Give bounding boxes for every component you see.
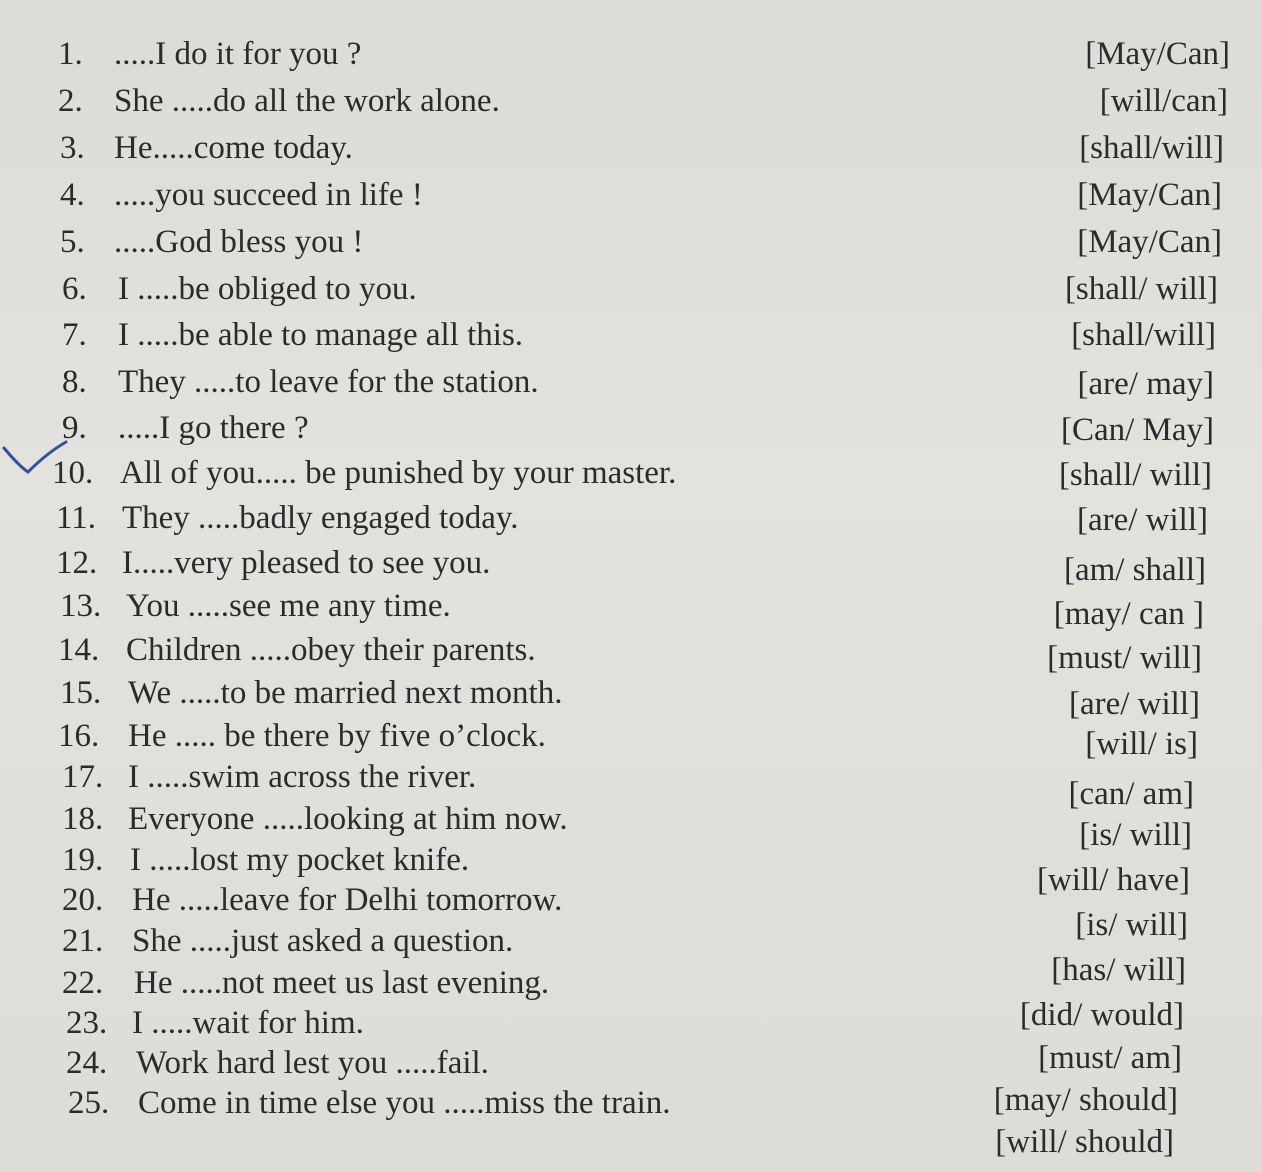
exercise-item-14 [58,630,536,670]
exercise-item-6 [62,269,417,309]
item-sentence: She .....just asked a question. [132,923,514,959]
item-options: [can/ am] [1068,776,1194,812]
item-number: 12. [56,545,98,581]
item-number: 11. [56,500,97,536]
exercise-item-2 [58,81,500,121]
item-options: [are/ will] [1076,502,1208,538]
item-number: 15. [60,675,102,711]
item-sentence: I .....be able to manage all this. [118,317,524,353]
item-number: 24. [66,1045,108,1081]
item-number: 14. [58,632,100,668]
exercise-item-12 [56,543,490,583]
item-sentence: Come in time else you .....miss the train. [138,1085,671,1121]
item-options: [Can/ May] [1060,412,1214,448]
exercise-item-20 [62,880,562,920]
item-sentence: .....I go there ? [118,410,309,446]
exercise-item-15 [60,673,562,713]
item-options: [may/ can ] [1053,596,1204,632]
item-number: 7. [62,317,87,353]
item-sentence: Work hard lest you .....fail. [136,1045,489,1081]
item-sentence: They .....badly engaged today. [122,500,519,536]
item-sentence: You .....see me any time. [126,588,451,624]
item-number: 16. [58,718,100,754]
exercise-item-9 [62,408,309,448]
item-sentence: .....you succeed in life ! [114,177,423,213]
exercise-item-11 [56,498,518,538]
item-sentence: She .....do all the work alone. [114,83,500,119]
item-number: 9. [62,410,87,446]
item-sentence: We .....to be married next month. [128,675,563,711]
item-options: [shall/ will] [1064,271,1218,307]
item-number: 13. [60,588,102,624]
item-options: [will/ should] [995,1124,1174,1160]
item-sentence: I .....swim across the river. [128,759,477,795]
exercise-item-17 [62,757,476,797]
exercise-item-1 [58,34,361,74]
item-number: 19. [62,842,104,878]
item-options: [May/Can] [1085,36,1230,72]
item-sentence: I .....wait for him. [132,1005,364,1041]
item-sentence: All of you..... be punished by your master. [120,455,677,491]
item-number: 17. [62,759,104,795]
item-sentence: .....God bless you ! [114,224,364,260]
item-number: 2. [58,83,83,119]
item-sentence: I.....very pleased to see you. [122,545,491,581]
item-number: 8. [62,364,87,400]
item-options: [will/can] [1099,83,1228,119]
item-number: 4. [60,177,85,213]
exercise-item-7 [62,315,523,355]
exercise-item-22 [62,963,549,1003]
item-number: 6. [62,271,87,307]
item-options: [am/ shall] [1063,552,1206,588]
item-options: [May/Can] [1077,224,1222,260]
item-options: [shall/will] [1071,317,1216,353]
exercise-item-19 [62,840,469,880]
item-options: [may/ should] [993,1082,1178,1118]
exercise-item-10 [52,453,676,493]
item-sentence: He.....come today. [114,130,353,166]
item-sentence: He .....leave for Delhi tomorrow. [132,882,563,918]
item-options: [must/ am] [1038,1040,1182,1076]
item-number: 25. [68,1085,110,1121]
item-options: [are/ will] [1068,686,1200,722]
item-sentence: Everyone .....looking at him now. [128,801,568,837]
exercise-item-16 [58,716,546,756]
item-sentence: He .....not meet us last evening. [134,965,550,1001]
exercise-item-23 [66,1003,364,1043]
item-options: [did/ would] [1019,997,1184,1033]
item-options: [shall/will] [1079,130,1224,166]
item-options: [are/ may] [1077,366,1214,402]
exercise-item-8 [62,362,539,402]
exercise-item-4 [60,175,423,215]
item-options: [must/ will] [1047,640,1202,676]
item-options: [May/Can] [1077,177,1222,213]
exercise-item-18 [62,799,568,839]
item-sentence: I .....lost my pocket knife. [130,842,470,878]
exercise-item-5 [60,222,363,262]
exercise-item-25 [68,1083,671,1123]
item-number: 21. [62,923,104,959]
item-sentence: I .....be obliged to you. [118,271,417,307]
item-number: 5. [60,224,85,260]
exercise-item-3 [60,128,353,168]
exercise-item-21 [62,921,513,961]
item-options: [shall/ will] [1058,457,1212,493]
item-sentence: He ..... be there by five o’clock. [128,718,546,754]
item-number: 1. [58,36,83,72]
item-number: 10. [52,455,94,491]
item-options: [is/ will] [1079,817,1192,853]
item-sentence: They .....to leave for the station. [118,364,539,400]
item-number: 3. [60,130,85,166]
item-sentence: Children .....obey their parents. [126,632,536,668]
item-number: 22. [62,965,104,1001]
item-number: 23. [66,1005,108,1041]
exercise-item-24 [66,1043,489,1083]
item-options: [is/ will] [1075,907,1188,943]
item-options: [will/ have] [1036,862,1190,898]
exercise-item-13 [60,586,451,626]
checkmark-icon [0,438,70,478]
item-number: 18. [62,801,104,837]
item-options: [will/ is] [1085,726,1198,762]
item-options: [has/ will] [1051,952,1186,988]
item-sentence: .....I do it for you ? [114,36,362,72]
item-number: 20. [62,882,104,918]
